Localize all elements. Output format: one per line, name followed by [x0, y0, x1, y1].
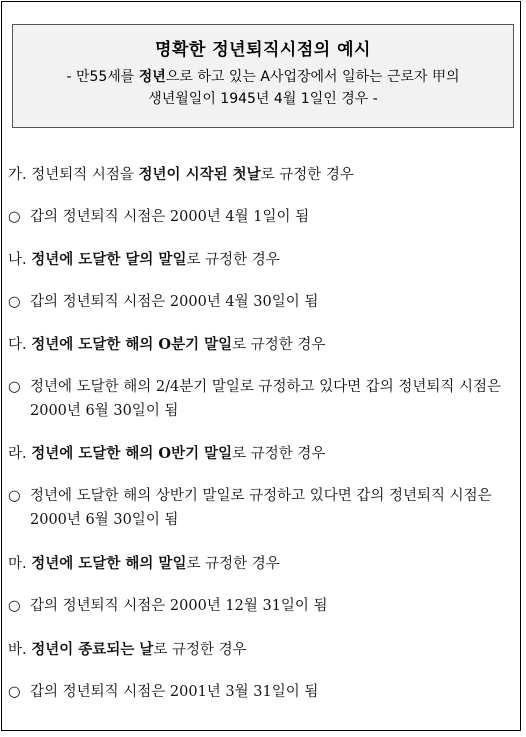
heading-prefix: 마.: [8, 556, 32, 572]
heading-suffix: 로 규정한 경우: [232, 446, 326, 462]
heading-emphasis: 정년이 종료되는 날: [31, 641, 154, 658]
section-heading: [8, 638, 520, 659]
heading-emphasis: 정년에 도달한 해의 말일: [31, 555, 187, 572]
list-item: [8, 375, 520, 423]
list-item: [8, 594, 520, 618]
bullet-circle-icon: ○: [8, 488, 21, 504]
subtitle-part-3: 으로 하고 있는 A사업장에서 일하는 근로자 甲의: [165, 69, 460, 85]
item-text: 정년에 도달한 해의 상반기 말일로 규정하고 있다면 갑의 정년퇴직 시점은 2000년 6월 30일이 됨: [30, 488, 492, 528]
section-ra: [8, 442, 520, 532]
list-item: [8, 290, 520, 314]
item-text: 갑의 정년퇴직 시점은 2000년 4월 1일이 됨: [30, 209, 310, 225]
section-ma: [8, 552, 520, 618]
section-heading: [8, 333, 520, 354]
heading-suffix: 로 규정한 경우: [232, 337, 326, 353]
item-text: 정년에 도달한 해의 2/4분기 말일로 규정하고 있다면 갑의 정년퇴직 시점은 2000년 6월 30일이 됨: [30, 379, 502, 419]
bullet-circle-icon: ○: [8, 379, 21, 395]
heading-suffix: 로 규정한 경우: [153, 642, 247, 658]
heading-prefix: 다.: [8, 337, 32, 353]
heading-prefix: 바.: [8, 642, 32, 658]
item-text: 갑의 정년퇴직 시점은 2000년 4월 30일이 됨: [30, 294, 319, 310]
subtitle-part-1: - 만55세를: [66, 69, 139, 85]
section-heading: [8, 552, 520, 573]
heading-suffix: 로 규정한 경우: [260, 167, 354, 183]
section-da: [8, 333, 520, 423]
item-text: 갑의 정년퇴직 시점은 2000년 12월 31일이 됨: [30, 598, 328, 614]
bullet-circle-icon: ○: [8, 598, 21, 614]
section-heading: [8, 163, 520, 184]
list-item: [8, 484, 520, 532]
heading-suffix: 로 규정한 경우: [186, 556, 280, 572]
heading-emphasis: 정년에 도달한 해의 O반기 말일: [31, 445, 233, 462]
bullet-circle-icon: ○: [8, 294, 21, 310]
heading-suffix: 로 규정한 경우: [186, 252, 280, 268]
item-text: 갑의 정년퇴직 시점은 2001년 3월 31일이 됨: [30, 684, 319, 700]
subtitle-part-2: 정년: [138, 69, 166, 85]
subtitle-line-2: 생년월일이 1945년 4월 1일인 경우 -: [148, 91, 378, 107]
title-box: [12, 24, 514, 128]
section-heading: [8, 248, 520, 269]
heading-emphasis: 정년에 도달한 해의 O분기 말일: [31, 336, 233, 353]
section-ba: [8, 638, 520, 704]
heading-emphasis: 정년이 시작된 첫날: [138, 166, 261, 183]
heading-emphasis: 정년에 도달한 달의 말일: [31, 251, 187, 268]
heading-prefix: 라.: [8, 446, 32, 462]
section-heading: [8, 442, 520, 463]
heading-prefix: 나.: [8, 252, 32, 268]
list-item: [8, 205, 520, 229]
document-subtitle: [13, 66, 513, 110]
bullet-circle-icon: ○: [8, 684, 21, 700]
section-ga: [8, 163, 520, 229]
section-na: [8, 248, 520, 314]
heading-prefix: 가. 정년퇴직 시점을: [8, 167, 139, 183]
list-item: [8, 680, 520, 704]
bullet-circle-icon: ○: [8, 209, 21, 225]
document-title: 명확한 정년퇴직시점의 예시: [155, 40, 371, 60]
